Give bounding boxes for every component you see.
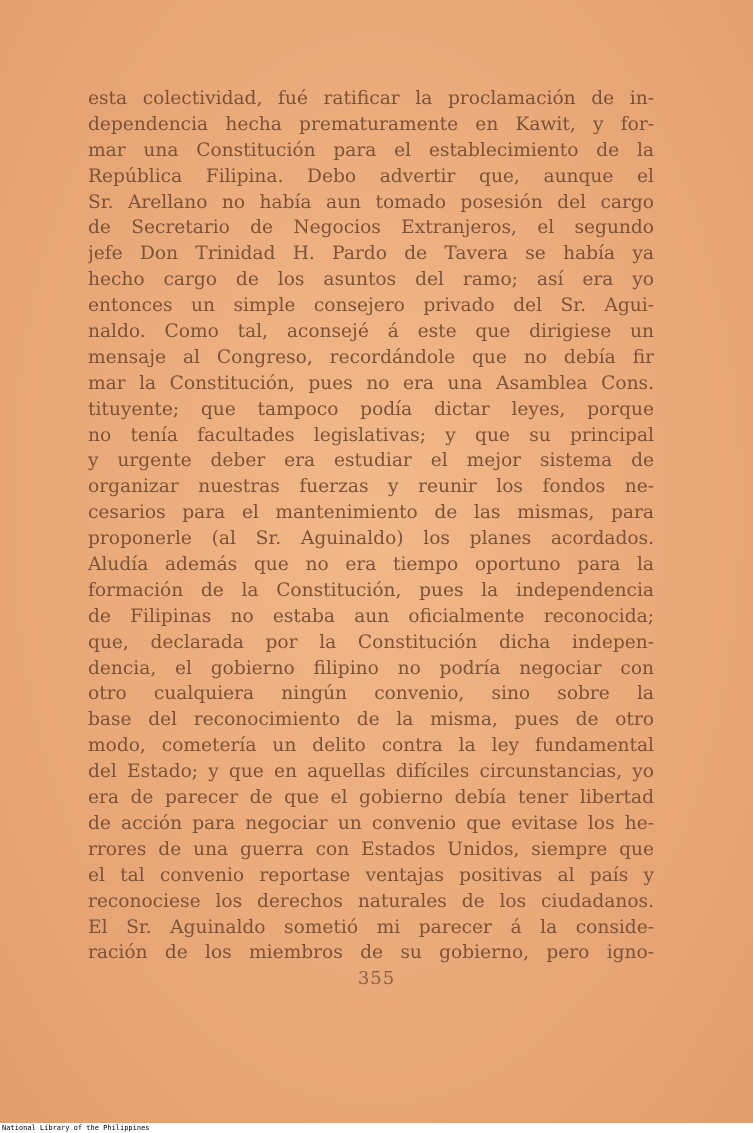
text-line: del Estado; y que en aquellas difíciles circunstancias, yo <box>88 761 654 783</box>
text-line: base del reconocimiento de la misma, pues de otro <box>88 709 654 731</box>
text-line: mar una Constitución para el establecimiento de la <box>88 139 654 161</box>
text-line: organizar nuestras fuerzas y reunir los fondos ne- <box>88 476 654 498</box>
text-line: mar la Constitución, pues no era una Asamblea Cons. <box>88 372 654 394</box>
footer-credit: National Library of the Philippines <box>2 1124 150 1132</box>
text-line: hecho cargo de los asuntos del ramo; así era yo <box>88 269 654 291</box>
text-line: dencia, el gobierno filipino no podría negociar con <box>88 657 654 679</box>
text-line: cesarios para el mantenimiento de las mismas, para <box>88 502 654 524</box>
text-line: y urgente deber era estudiar el mejor sistema de <box>88 450 654 472</box>
text-line: ración de los miembros de su gobierno, pero igno- <box>88 942 654 964</box>
text-line: el tal convenio reportase ventajas positivas al país y <box>88 864 654 886</box>
text-line: El Sr. Aguinaldo sometió mi parecer á la conside- <box>88 916 654 938</box>
text-line: de Secretario de Negocios Extranjeros, el segundo <box>88 217 654 239</box>
page-number: 355 <box>357 968 396 989</box>
text-line: formación de la Constitución, pues la independencia <box>88 579 654 601</box>
text-line: mensaje al Congreso, recordándole que no debía fir <box>88 346 654 368</box>
text-line: proponerle (al Sr. Aguinaldo) los planes acordados. <box>88 528 654 550</box>
text-line: naldo. Como tal, aconsejé á este que dirigiese un <box>88 321 654 343</box>
text-line: entonces un simple consejero privado del Sr. Agui- <box>88 295 654 317</box>
text-line: de Filipinas no estaba aun oficialmente reconocida; <box>88 605 654 627</box>
text-line: de acción para negociar un convenio que evitase los he- <box>88 812 654 834</box>
text-line: reconociese los derechos naturales de los ciudadanos. <box>88 890 654 912</box>
body-text <box>88 86 654 966</box>
text-line: rrores de una guerra con Estados Unidos, siempre que <box>88 838 654 860</box>
text-line: Sr. Arellano no había aun tomado posesión del cargo <box>88 191 654 213</box>
text-line: tituyente; que tampoco podía dictar leyes, porque <box>88 398 654 420</box>
text-line: dependencia hecha prematuramente en Kawit, y for- <box>88 113 654 135</box>
text-line: que, declarada por la Constitución dicha indepen- <box>88 631 654 653</box>
text-line: modo, cometería un delito contra la ley fundamental <box>88 735 654 757</box>
text-line: República Filipina. Debo advertir que, aunque el <box>88 165 654 187</box>
text-line: jefe Don Trinidad H. Pardo de Tavera se había ya <box>88 243 654 265</box>
text-line: Aludía además que no era tiempo oportuno para la <box>88 554 654 576</box>
text-line: otro cualquiera ningún convenio, sino sobre la <box>88 683 654 705</box>
text-line: era de parecer de que el gobierno debía tener libertad <box>88 787 654 809</box>
text-line: esta colectividad, fué ratificar la proclamación de in- <box>88 88 654 109</box>
text-line: no tenía facultades legislativas; y que su principal <box>88 424 654 446</box>
